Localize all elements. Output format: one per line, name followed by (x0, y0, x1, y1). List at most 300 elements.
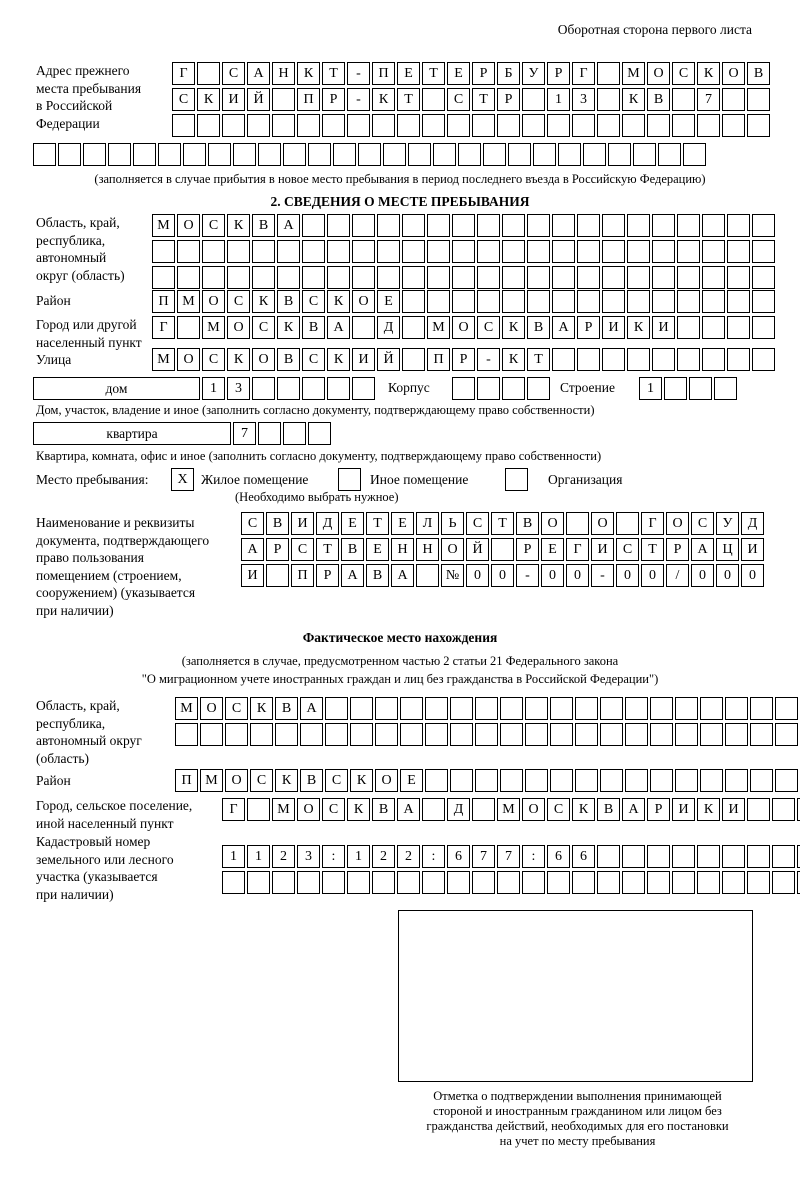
prev-address-cell[interactable] (272, 114, 295, 137)
document-cell[interactable]: 0 (566, 564, 589, 587)
document-cell[interactable]: № (441, 564, 464, 587)
city-cell[interactable]: К (627, 316, 650, 339)
cadastral-cell[interactable]: 1 (247, 845, 270, 868)
cadastral-cell[interactable]: : (422, 845, 445, 868)
actual-district-cell[interactable] (525, 769, 548, 792)
actual-district-boxes[interactable] (175, 769, 800, 792)
actual-region-cell[interactable]: К (250, 697, 273, 720)
cadastral-cell[interactable] (322, 871, 345, 894)
city-cell[interactable]: А (552, 316, 575, 339)
actual-city-cell[interactable]: Р (647, 798, 670, 821)
actual-city-cell[interactable]: К (347, 798, 370, 821)
cadastral-cell[interactable]: 3 (297, 845, 320, 868)
city-cell[interactable] (352, 316, 375, 339)
cadastral-cell[interactable]: 7 (497, 845, 520, 868)
actual-district-cell[interactable]: С (250, 769, 273, 792)
region-cell[interactable] (752, 266, 775, 289)
district-cell[interactable] (552, 290, 575, 313)
prev-address-cell[interactable] (522, 88, 545, 111)
region-cell[interactable] (427, 240, 450, 263)
actual-region-cell[interactable]: А (300, 697, 323, 720)
region-cell[interactable] (302, 214, 325, 237)
cadastral-cell[interactable] (697, 871, 720, 894)
actual-region-cell[interactable] (425, 697, 448, 720)
region-cell[interactable] (652, 266, 675, 289)
actual-region-cell[interactable] (400, 697, 423, 720)
document-cell[interactable]: И (291, 512, 314, 535)
document-cell[interactable]: 0 (641, 564, 664, 587)
prev-address-full-cell[interactable] (483, 143, 506, 166)
prev-address-full-row[interactable] (33, 143, 708, 166)
actual-district-cell[interactable] (650, 769, 673, 792)
region-cell[interactable] (652, 214, 675, 237)
region-cell[interactable] (427, 214, 450, 237)
region-cell[interactable] (352, 266, 375, 289)
house-cell[interactable]: 1 (202, 377, 225, 400)
document-cell[interactable]: Р (666, 538, 689, 561)
document-cell[interactable]: Г (566, 538, 589, 561)
actual-district-cell[interactable] (750, 769, 773, 792)
city-cell[interactable]: С (477, 316, 500, 339)
actual-district-cell[interactable] (600, 769, 623, 792)
cadastral-cell[interactable]: 2 (372, 845, 395, 868)
document-cell[interactable]: Т (316, 538, 339, 561)
document-cell[interactable]: Т (366, 512, 389, 535)
district-cell[interactable] (477, 290, 500, 313)
city-cell[interactable] (752, 316, 775, 339)
region-cell[interactable] (527, 214, 550, 237)
prev-address-cell[interactable]: К (297, 62, 320, 85)
street-cell[interactable] (727, 348, 750, 371)
prev-address-full-cell[interactable] (433, 143, 456, 166)
document-cell[interactable]: Й (466, 538, 489, 561)
street-cell[interactable] (752, 348, 775, 371)
actual-region-cell[interactable] (425, 723, 448, 746)
prev-address-cell[interactable]: Б (497, 62, 520, 85)
prev-address-cell[interactable]: 7 (697, 88, 720, 111)
actual-city-cell[interactable] (747, 798, 770, 821)
cadastral-cell[interactable] (572, 871, 595, 894)
actual-district-cell[interactable] (775, 769, 798, 792)
district-cell[interactable] (527, 290, 550, 313)
actual-region-cell[interactable]: В (275, 697, 298, 720)
region-cell[interactable] (602, 214, 625, 237)
actual-region-cell[interactable] (625, 697, 648, 720)
cadastral-cell[interactable] (447, 871, 470, 894)
actual-region-cell[interactable] (650, 697, 673, 720)
house-cell[interactable] (302, 377, 325, 400)
prev-address-cell[interactable]: К (697, 62, 720, 85)
prev-address-cell[interactable] (372, 114, 395, 137)
region-cell[interactable] (552, 240, 575, 263)
street-cell[interactable] (702, 348, 725, 371)
region-cell[interactable]: С (202, 214, 225, 237)
cadastral-cell[interactable] (622, 871, 645, 894)
actual-district-cell[interactable]: О (225, 769, 248, 792)
prev-address-cell[interactable]: О (647, 62, 670, 85)
actual-city-cell[interactable]: В (372, 798, 395, 821)
street-cell[interactable] (677, 348, 700, 371)
prev-address-cell[interactable]: Т (422, 62, 445, 85)
actual-region-cell[interactable]: О (200, 697, 223, 720)
actual-city-cell[interactable]: Д (447, 798, 470, 821)
stroenie-boxes[interactable] (639, 377, 739, 400)
actual-region-cell[interactable] (250, 723, 273, 746)
flat-boxes[interactable] (233, 422, 333, 445)
prev-address-full-cell[interactable] (533, 143, 556, 166)
prev-address-cell[interactable] (647, 114, 670, 137)
actual-region-cell[interactable] (750, 723, 773, 746)
prev-address-cell[interactable]: Р (322, 88, 345, 111)
region-cell[interactable] (452, 214, 475, 237)
actual-city-cell[interactable]: И (722, 798, 745, 821)
actual-region-cell[interactable] (400, 723, 423, 746)
cadastral-cell[interactable] (647, 871, 670, 894)
actual-region-cell[interactable] (575, 723, 598, 746)
region-cell[interactable] (602, 240, 625, 263)
street-cell[interactable]: О (177, 348, 200, 371)
region-cell[interactable] (377, 240, 400, 263)
actual-region-cell[interactable] (275, 723, 298, 746)
region-cell[interactable] (502, 240, 525, 263)
street-cell[interactable]: Й (377, 348, 400, 371)
document-cell[interactable]: С (466, 512, 489, 535)
actual-region-cell[interactable] (475, 697, 498, 720)
district-cell[interactable] (402, 290, 425, 313)
actual-region-cell[interactable]: М (175, 697, 198, 720)
prev-address-cell[interactable] (722, 88, 745, 111)
street-cell[interactable]: К (327, 348, 350, 371)
prev-address-full-cell[interactable] (233, 143, 256, 166)
actual-district-cell[interactable] (500, 769, 523, 792)
stroenie-cell[interactable]: 1 (639, 377, 662, 400)
prev-address-full-cell[interactable] (333, 143, 356, 166)
cadastral-cell[interactable]: 2 (272, 845, 295, 868)
prev-address-cell[interactable]: К (622, 88, 645, 111)
actual-region-cell[interactable] (650, 723, 673, 746)
region-cell[interactable] (177, 240, 200, 263)
document-cell[interactable]: Ц (716, 538, 739, 561)
document-cell[interactable] (491, 538, 514, 561)
actual-city-cell[interactable] (247, 798, 270, 821)
city-cell[interactable]: К (502, 316, 525, 339)
region-cell[interactable] (577, 240, 600, 263)
region-cell[interactable] (327, 266, 350, 289)
cadastral-cell[interactable] (597, 871, 620, 894)
cadastral-cell[interactable] (697, 845, 720, 868)
actual-district-cell[interactable] (475, 769, 498, 792)
prev-address-cell[interactable]: В (747, 62, 770, 85)
district-cell[interactable] (452, 290, 475, 313)
street-cell[interactable]: - (477, 348, 500, 371)
prev-address-cell[interactable]: Т (397, 88, 420, 111)
region-cell[interactable] (552, 214, 575, 237)
city-cell[interactable]: М (202, 316, 225, 339)
actual-region-cell[interactable] (725, 697, 748, 720)
document-cell[interactable]: О (591, 512, 614, 535)
document-cell[interactable]: Д (741, 512, 764, 535)
district-cell[interactable]: О (202, 290, 225, 313)
actual-region-cell[interactable] (525, 697, 548, 720)
prev-address-full-cell[interactable] (608, 143, 631, 166)
prev-address-full-cell[interactable] (508, 143, 531, 166)
document-cell[interactable]: Н (416, 538, 439, 561)
prev-address-full-cell[interactable] (83, 143, 106, 166)
cadastral-cell[interactable] (547, 871, 570, 894)
district-cell[interactable] (677, 290, 700, 313)
document-cell[interactable]: А (391, 564, 414, 587)
document-cell[interactable]: 0 (541, 564, 564, 587)
city-cell[interactable]: О (452, 316, 475, 339)
cadastral-cell[interactable] (772, 871, 795, 894)
region-cell[interactable] (152, 240, 175, 263)
document-cell[interactable]: Р (316, 564, 339, 587)
cadastral-cell[interactable] (747, 871, 770, 894)
document-cell[interactable]: И (241, 564, 264, 587)
actual-region-cell[interactable] (200, 723, 223, 746)
flat-cell[interactable]: 7 (233, 422, 256, 445)
district-cell[interactable]: К (327, 290, 350, 313)
document-cell[interactable]: Т (641, 538, 664, 561)
region-cell[interactable] (227, 266, 250, 289)
city-cell[interactable]: И (602, 316, 625, 339)
region-cell[interactable] (377, 266, 400, 289)
actual-region-cell[interactable] (600, 723, 623, 746)
district-cell[interactable] (427, 290, 450, 313)
prev-address-cell[interactable] (572, 114, 595, 137)
prev-address-cell[interactable]: С (172, 88, 195, 111)
cadastral-cell[interactable] (597, 845, 620, 868)
document-cell[interactable]: В (341, 538, 364, 561)
actual-city-cell[interactable]: А (397, 798, 420, 821)
prev-address-full-cell[interactable] (133, 143, 156, 166)
region-cell[interactable] (327, 214, 350, 237)
korpus-boxes[interactable] (452, 377, 552, 400)
prev-address-cell[interactable] (347, 114, 370, 137)
region-cell[interactable] (727, 266, 750, 289)
stroenie-cell[interactable] (689, 377, 712, 400)
prev-address-cell[interactable] (422, 88, 445, 111)
flat-cell[interactable] (258, 422, 281, 445)
city-cell[interactable]: О (227, 316, 250, 339)
region-cell[interactable] (352, 240, 375, 263)
actual-district-cell[interactable]: В (300, 769, 323, 792)
actual-region-cell[interactable] (225, 723, 248, 746)
document-cell[interactable]: А (691, 538, 714, 561)
document-cell[interactable]: Т (491, 512, 514, 535)
region-cell[interactable] (677, 266, 700, 289)
document-cell[interactable]: 0 (741, 564, 764, 587)
region-boxes[interactable] (152, 214, 777, 289)
district-cell[interactable] (702, 290, 725, 313)
document-cell[interactable] (566, 512, 589, 535)
house-cell[interactable] (352, 377, 375, 400)
prev-address-cell[interactable] (172, 114, 195, 137)
region-cell[interactable]: В (252, 214, 275, 237)
document-cell[interactable]: Н (391, 538, 414, 561)
actual-region-cell[interactable] (450, 723, 473, 746)
region-cell[interactable] (727, 240, 750, 263)
actual-city-cell[interactable]: А (622, 798, 645, 821)
street-cell[interactable]: С (302, 348, 325, 371)
actual-region-cell[interactable] (775, 723, 798, 746)
region-cell[interactable] (477, 240, 500, 263)
prev-address-cell[interactable]: Е (447, 62, 470, 85)
actual-district-cell[interactable]: К (350, 769, 373, 792)
document-cell[interactable]: О (666, 512, 689, 535)
region-cell[interactable] (527, 240, 550, 263)
document-cell[interactable]: 0 (466, 564, 489, 587)
prev-address-full-cell[interactable] (33, 143, 56, 166)
korpus-cell[interactable] (477, 377, 500, 400)
city-cell[interactable]: В (302, 316, 325, 339)
prev-address-cell[interactable]: С (222, 62, 245, 85)
stay-type-checkbox-residential[interactable]: Х (171, 468, 194, 491)
actual-region-cell[interactable] (450, 697, 473, 720)
district-cell[interactable]: М (177, 290, 200, 313)
actual-city-cell[interactable]: К (572, 798, 595, 821)
document-cell[interactable]: Е (341, 512, 364, 535)
actual-district-cell[interactable]: С (325, 769, 348, 792)
document-cell[interactable]: А (341, 564, 364, 587)
actual-region-cell[interactable] (475, 723, 498, 746)
street-cell[interactable]: О (252, 348, 275, 371)
region-cell[interactable] (302, 266, 325, 289)
korpus-cell[interactable] (502, 377, 525, 400)
prev-address-cell[interactable] (197, 62, 220, 85)
actual-district-cell[interactable] (450, 769, 473, 792)
region-cell[interactable]: К (227, 214, 250, 237)
document-cell[interactable]: Е (541, 538, 564, 561)
street-cell[interactable]: П (427, 348, 450, 371)
prev-address-cell[interactable]: К (197, 88, 220, 111)
region-cell[interactable] (202, 266, 225, 289)
street-cell[interactable]: И (352, 348, 375, 371)
actual-district-cell[interactable] (575, 769, 598, 792)
region-cell[interactable] (727, 214, 750, 237)
actual-city-cell[interactable]: С (547, 798, 570, 821)
actual-district-cell[interactable]: О (375, 769, 398, 792)
region-cell[interactable] (402, 266, 425, 289)
prev-address-cell[interactable]: Е (397, 62, 420, 85)
city-cell[interactable] (702, 316, 725, 339)
actual-city-cell[interactable] (422, 798, 445, 821)
prev-address-cell[interactable]: П (372, 62, 395, 85)
region-cell[interactable] (252, 266, 275, 289)
street-cell[interactable] (552, 348, 575, 371)
region-cell[interactable] (502, 214, 525, 237)
document-cell[interactable]: В (266, 512, 289, 535)
prev-address-cell[interactable] (497, 114, 520, 137)
region-cell[interactable] (627, 266, 650, 289)
region-cell[interactable] (652, 240, 675, 263)
city-cell[interactable]: С (252, 316, 275, 339)
stroenie-cell[interactable] (714, 377, 737, 400)
cadastral-cell[interactable] (497, 871, 520, 894)
prev-address-cell[interactable]: Н (272, 62, 295, 85)
region-cell[interactable] (577, 214, 600, 237)
cadastral-cell[interactable] (247, 871, 270, 894)
region-cell[interactable] (752, 240, 775, 263)
prev-address-full-cell[interactable] (458, 143, 481, 166)
document-cell[interactable]: Е (366, 538, 389, 561)
city-boxes[interactable] (152, 316, 777, 339)
document-cell[interactable] (616, 512, 639, 535)
cadastral-cell[interactable] (672, 845, 695, 868)
document-cell[interactable]: 0 (616, 564, 639, 587)
region-cell[interactable] (602, 266, 625, 289)
prev-address-cell[interactable]: Й (247, 88, 270, 111)
district-cell[interactable] (752, 290, 775, 313)
document-cell[interactable]: - (516, 564, 539, 587)
prev-address-cell[interactable]: С (672, 62, 695, 85)
prev-address-cell[interactable]: М (622, 62, 645, 85)
document-cell[interactable]: В (516, 512, 539, 535)
region-cell[interactable] (552, 266, 575, 289)
street-cell[interactable] (652, 348, 675, 371)
district-cell[interactable] (652, 290, 675, 313)
actual-region-cell[interactable] (325, 697, 348, 720)
actual-region-cell[interactable] (750, 697, 773, 720)
city-cell[interactable] (727, 316, 750, 339)
actual-district-cell[interactable] (725, 769, 748, 792)
cadastral-cell[interactable] (672, 871, 695, 894)
prev-address-cell[interactable] (597, 62, 620, 85)
region-cell[interactable] (627, 214, 650, 237)
prev-address-cell[interactable] (197, 114, 220, 137)
prev-address-cell[interactable]: К (372, 88, 395, 111)
prev-address-cell[interactable]: П (297, 88, 320, 111)
prev-address-full-cell[interactable] (108, 143, 131, 166)
actual-city-cell[interactable]: К (697, 798, 720, 821)
cadastral-cell[interactable] (222, 871, 245, 894)
cadastral-cell[interactable]: 6 (447, 845, 470, 868)
cadastral-cell[interactable] (647, 845, 670, 868)
actual-region-cell[interactable] (625, 723, 648, 746)
cadastral-cell[interactable] (522, 871, 545, 894)
prev-address-full-cell[interactable] (283, 143, 306, 166)
region-cell[interactable] (702, 240, 725, 263)
document-cell[interactable]: 0 (691, 564, 714, 587)
actual-city-cell[interactable]: О (522, 798, 545, 821)
region-cell[interactable] (627, 240, 650, 263)
house-cell[interactable] (327, 377, 350, 400)
document-cell[interactable]: Г (641, 512, 664, 535)
document-cell[interactable]: С (241, 512, 264, 535)
district-cell[interactable]: О (352, 290, 375, 313)
prev-address-cell[interactable] (672, 114, 695, 137)
actual-district-cell[interactable] (625, 769, 648, 792)
prev-address-cell[interactable]: А (247, 62, 270, 85)
cadastral-cell[interactable]: : (522, 845, 545, 868)
document-cell[interactable]: У (716, 512, 739, 535)
actual-district-cell[interactable] (700, 769, 723, 792)
street-cell[interactable]: К (502, 348, 525, 371)
document-cell[interactable]: Д (316, 512, 339, 535)
actual-region-cell[interactable] (550, 723, 573, 746)
actual-region-cell[interactable] (675, 697, 698, 720)
actual-city-cell[interactable]: И (672, 798, 695, 821)
region-cell[interactable]: А (277, 214, 300, 237)
cadastral-cell[interactable] (397, 871, 420, 894)
actual-region-cell[interactable] (500, 723, 523, 746)
document-cell[interactable]: В (366, 564, 389, 587)
actual-region-cell[interactable] (350, 697, 373, 720)
actual-city-cell[interactable]: О (297, 798, 320, 821)
region-cell[interactable] (152, 266, 175, 289)
actual-city-cell[interactable] (472, 798, 495, 821)
prev-address-cell[interactable]: Т (322, 62, 345, 85)
